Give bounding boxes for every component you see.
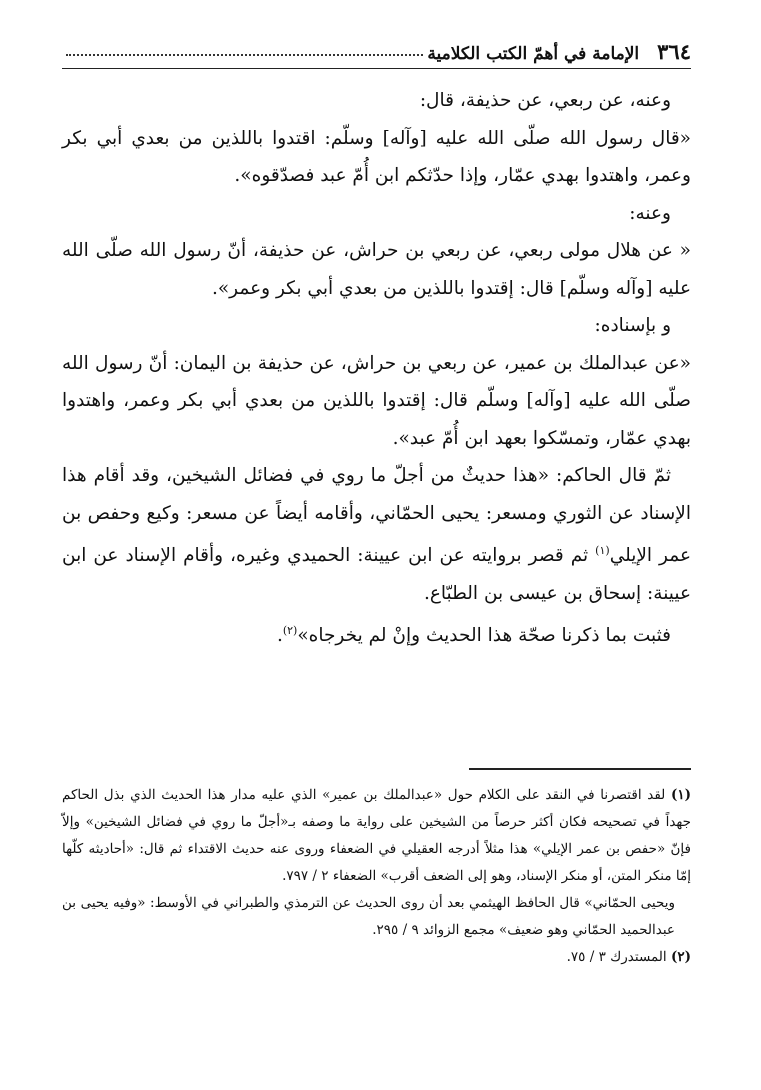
footnotes <box>62 782 691 971</box>
footnote-text: المستدرك ٣ / ٧٥. <box>566 949 667 965</box>
text-run: ثم قصر بروايته عن ابن عيينة: الحميدي وغيره، وأقام الإسناد عن ابن عيينة: إسحاق بن عيسى بن الطبّاع. <box>62 545 691 604</box>
text-run: فثبت بما ذكرنا صحّة هذا الحديث وإنْ لم يخرجاه» <box>297 625 671 647</box>
footnote-1 <box>62 782 691 890</box>
page-number: ٣٦٤ <box>657 39 691 64</box>
running-header <box>62 30 691 69</box>
paragraph: فثبت بما ذكرنا صحّة هذا الحديث وإنْ لم يخرجاه»$^{(٢)}$. <box>276 624 671 647</box>
quote-paragraph: «عن عبدالملك بن عمير، عن ربعي بن حراش، عن حذيفة بن اليمان: أنّ رسول الله صلّى الله عليه [وآله] وسلّم قال: إقتدوا باللذين من بعدي أبي بكر وعمر، واهتدوا بهدي عمّار، وتمسّكوا بعهد ابن أُمّ عبد». <box>62 352 691 449</box>
text-run: ثمّ قال الحاكم: «هذا حديثٌ من أجلّ ما روي في فضائل الشيخين، وقد أقام هذا الإسناد عن الثوري ومسعر: يحيى الحمّاني، وأقامه أيضاً عن مسعر: وكيع وحفص بن عمر الإيلي <box>62 465 691 567</box>
footnote-text: لقد اقتصرنا في النقد على الكلام حول «عبدالملك بن عمير» الذي عليه مدار هذا الحديث الذي بذل الحاكم جهداً في تصحيحه فكان أكثر حرصاً من الشيخين على رواية ما وصفه بـ«أجلّ ما روي في فضائل الشيخين» وإلاّ فإنّ «حفص بن عمر الإيلي» هذا مثلاً أدرجه العقيلي في الضعفاء وروى عنه حديث الاقتداء ثم قال: «أحاديثه كلّها إمّا منكر المتن، أو منكر الإسناد، وهو إلى الضعف أقرب» الضعفاء ٢ / ٧٩٧. <box>62 787 691 884</box>
paragraph: وعنه، عن ربعي، عن حذيفة، قال: <box>419 90 671 111</box>
quote-paragraph: «قال رسول الله صلّى الله عليه [وآله] وسلّم: اقتدوا باللذين من بعدي أبي بكر وعمر، واهتدوا بهدي عمّار، وإذا حدّثكم ابن أُمّ عبد فصدّقوه». <box>62 127 691 186</box>
footnote-number: (١) <box>670 787 691 803</box>
footnote-separator <box>469 768 691 770</box>
quote-paragraph: « عن هلال مولى ربعي، عن ربعي بن حراش، عن حذيفة، أنّ رسول الله صلّى الله عليه [وآله وسلّم] قال: إقتدوا باللذين من بعدي أبي بكر وعمر». <box>62 240 691 299</box>
main-text <box>62 82 691 655</box>
footnote-2 <box>62 944 691 971</box>
paragraph <box>62 457 691 612</box>
running-title: الإمامة في أهمّ الكتب الكلامية <box>427 44 640 64</box>
paragraph: و بإسناده: <box>594 315 671 336</box>
footnote-marker: (١) <box>595 544 610 557</box>
footnote-1-continued: ويحيى الحمّاني» قال الحافظ الهيثمي بعد أن روى الحديث عن الترمذي والطبراني في الأوسط: «وفيه يحيى بن عبدالحميد الحمّاني وهو ضعيف» مجمع الزوائد ٩ / ٢٩٥. <box>62 895 675 938</box>
footnote-number: (٢) <box>670 949 691 965</box>
header-leader-dots <box>66 53 423 56</box>
footnote-marker: (٢) <box>282 624 298 638</box>
paragraph: وعنه: <box>629 202 671 224</box>
